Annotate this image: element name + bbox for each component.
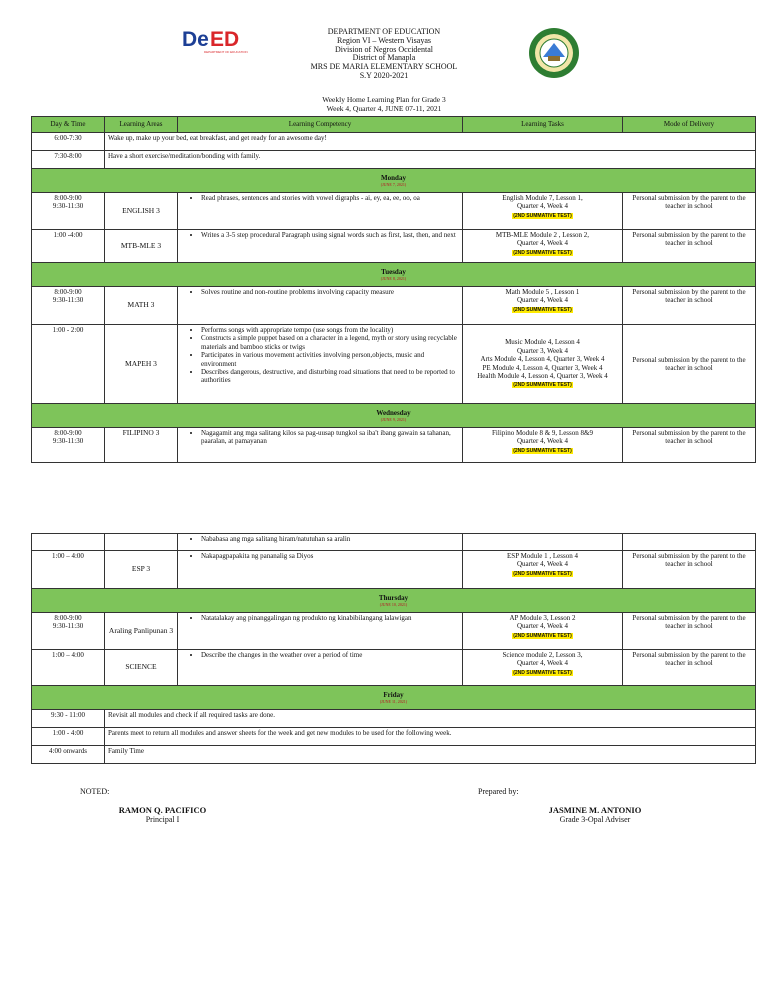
column-header: Learning Areas bbox=[105, 117, 178, 133]
competency-item: • Read phrases, sentences and stories with vowel digraphs - ai, ey, ea, ee, oo, oa bbox=[201, 194, 459, 202]
day-band-thursday bbox=[32, 589, 756, 613]
table-row bbox=[32, 551, 756, 589]
prepared-name: JASMINE M. ANTONIO bbox=[548, 805, 642, 815]
column-header: Learning Tasks bbox=[463, 117, 623, 133]
competency-item: • Participates in various movement activities involving person,objects, music and environment bbox=[201, 351, 459, 368]
svg-text:ED: ED bbox=[210, 28, 240, 51]
time-cell: 6:00-7:30 bbox=[32, 133, 105, 151]
mode-of-delivery: Personal submission by the parent to the teacher in school bbox=[623, 230, 756, 263]
day-date: (JUNE 10, 2021) bbox=[379, 601, 408, 607]
learning-area: MAPEH 3 bbox=[105, 325, 178, 404]
task-text: PE Module 4, Lesson 4, Quarter 3, Week 4 bbox=[482, 363, 603, 372]
column-header: Mode of Delivery bbox=[623, 117, 756, 133]
day-name: Wednesday bbox=[376, 408, 411, 417]
header-line: Region VI – Western Visayas bbox=[337, 35, 431, 45]
learning-area: Araling Panlipunan 3 bbox=[105, 613, 178, 650]
table-row bbox=[32, 230, 756, 263]
summative-badge: (2ND SUMMATIVE TEST) bbox=[513, 249, 572, 256]
time-text: 8:00-9:00 bbox=[54, 194, 82, 202]
table-header-row bbox=[32, 117, 756, 133]
time-cell: 7:30-8:00 bbox=[32, 151, 105, 169]
competency-item: • Performs songs with appropriate tempo (use songs from the locality) bbox=[201, 326, 459, 334]
task-text: ESP Module 1 , Lesson 4 bbox=[507, 552, 578, 560]
plan-title-block bbox=[0, 96, 768, 113]
table-row bbox=[32, 534, 756, 551]
header-line: S.Y 2020-2021 bbox=[359, 70, 409, 80]
summative-badge: (2ND SUMMATIVE TEST) bbox=[513, 570, 572, 577]
prepared-label: Prepared by: bbox=[478, 787, 519, 796]
day-name: Thursday bbox=[378, 593, 409, 602]
mode-of-delivery: Personal submission by the parent to the teacher in school bbox=[623, 650, 756, 686]
school-header bbox=[0, 28, 768, 81]
day-band-friday bbox=[32, 686, 756, 710]
task-text: Quarter 4, Week 4 bbox=[516, 659, 568, 668]
table-row bbox=[32, 613, 756, 650]
activity-cell: Revisit all modules and check if all required tasks are done. bbox=[105, 710, 756, 728]
competency-item: • Nakapagpapakita ng pananalig sa Diyos bbox=[201, 552, 459, 560]
time-text: 8:00-9:00 bbox=[54, 614, 82, 622]
summative-badge: (2ND SUMMATIVE TEST) bbox=[513, 212, 572, 219]
task-text: Quarter 4, Week 4 bbox=[516, 437, 568, 446]
table-row bbox=[32, 650, 756, 686]
header-line: DEPARTMENT OF EDUCATION bbox=[327, 27, 441, 36]
task-text: Music Module 4, Lesson 4 bbox=[505, 338, 580, 347]
learning-area: SCIENCE bbox=[105, 650, 178, 686]
day-name: Friday bbox=[383, 690, 404, 699]
task-text: MTB-MLE Module 2 , Lesson 2, bbox=[495, 231, 590, 239]
learning-area: ESP 3 bbox=[105, 551, 178, 589]
mode-of-delivery: Personal submission by the parent to the teacher in school bbox=[623, 551, 756, 589]
time-cell: 1:00 - 2:00 bbox=[32, 325, 105, 404]
summative-badge: (2ND SUMMATIVE TEST) bbox=[513, 632, 572, 639]
learning-area: MTB-MLE 3 bbox=[105, 230, 178, 263]
time-cell: 1:00 – 4:00 bbox=[32, 650, 105, 686]
learning-area: MATH 3 bbox=[105, 287, 178, 325]
competency-item: • Nagagamit ang mga salitang kilos sa pag-uusap tungkol sa iba't ibang gawain sa tahanan, paaralan, at pamayanan bbox=[201, 429, 459, 446]
task-text: Quarter 4, Week 4 bbox=[516, 560, 568, 569]
day-date: (JUNE 7, 2021) bbox=[380, 181, 407, 187]
noted-title: Principal I bbox=[145, 815, 180, 824]
noted-name: RAMON Q. PACIFICO bbox=[118, 805, 207, 815]
time-cell: 1:00 -4:00 bbox=[32, 230, 105, 263]
task-text: Quarter 4, Week 4 bbox=[516, 239, 568, 248]
learning-area: ENGLISH 3 bbox=[105, 193, 178, 230]
time-cell: 9:30 - 11:00 bbox=[32, 710, 105, 728]
learning-plan-table-page1 bbox=[31, 116, 756, 463]
column-header: Learning Competency bbox=[178, 117, 463, 133]
time-text: 9:30-11:30 bbox=[52, 437, 84, 446]
task-text: Quarter 4, Week 4 bbox=[516, 622, 568, 631]
summative-badge: (2ND SUMMATIVE TEST) bbox=[513, 447, 572, 454]
time-cell: 4:00 onwards bbox=[32, 746, 105, 764]
learning-area: FILIPINO 3 bbox=[105, 428, 178, 463]
prepared-title: Grade 3-Opal Adviser bbox=[559, 815, 631, 824]
day-name: Monday bbox=[381, 173, 406, 182]
task-text: Science module 2, Lesson 3, bbox=[502, 651, 583, 659]
mode-of-delivery: Personal submission by the parent to the teacher in school bbox=[623, 428, 756, 463]
competency-item: • Describe the changes in the weather over a period of time bbox=[201, 651, 459, 659]
activity-cell: Parents meet to return all modules and answer sheets for the week and get new modules to be used for the following week. bbox=[105, 728, 756, 746]
time-text: 8:00-9:00 bbox=[54, 429, 82, 437]
learning-plan-table-page2 bbox=[31, 533, 756, 764]
competency-item: • Describes dangerous, destructive, and disturbing road situations that need to be reported to authorities bbox=[201, 368, 459, 385]
table-row bbox=[32, 325, 756, 404]
day-band-wednesday bbox=[32, 404, 756, 428]
activity-cell: Wake up, make up your bed, eat breakfast, and get ready for an awesome day! bbox=[105, 133, 756, 151]
table-row bbox=[32, 193, 756, 230]
svg-text:DEPARTMENT OF EDUCATION: DEPARTMENT OF EDUCATION bbox=[204, 50, 248, 54]
day-band-monday bbox=[32, 169, 756, 193]
day-date: (JUNE 11, 2021) bbox=[379, 698, 408, 704]
summative-badge: (2ND SUMMATIVE TEST) bbox=[513, 669, 572, 676]
column-header: Day & Time bbox=[32, 117, 105, 133]
task-text: Arts Module 4, Lesson 4, Quarter 3, Week 4 bbox=[480, 355, 605, 364]
summative-badge: (2ND SUMMATIVE TEST) bbox=[513, 306, 572, 313]
competency-item: • Constructs a simple puppet based on a character in a legend, myth or story using recyclable materials and bamboo sticks or twigs bbox=[201, 334, 459, 351]
day-date: (JUNE 8, 2021) bbox=[380, 275, 407, 281]
day-band-tuesday bbox=[32, 263, 756, 287]
time-text: 9:30-11:30 bbox=[52, 622, 84, 631]
header-line: Division of Negros Occidental bbox=[335, 44, 433, 54]
day-name: Tuesday bbox=[381, 267, 406, 276]
table-row bbox=[32, 746, 756, 764]
time-text: 9:30-11:30 bbox=[52, 202, 84, 211]
table-row bbox=[32, 151, 756, 169]
task-text: AP Module 3, Lesson 2 bbox=[509, 614, 576, 622]
day-date: (JUNE 9, 2021) bbox=[380, 416, 407, 422]
time-cell: 1:00 - 4:00 bbox=[32, 728, 105, 746]
task-text: Quarter 3, Week 4 bbox=[516, 346, 568, 355]
task-text: Filipino Module 8 & 9, Lesson 8&9 bbox=[492, 429, 593, 437]
mode-of-delivery: Personal submission by the parent to the teacher in school bbox=[623, 613, 756, 650]
table-row bbox=[32, 428, 756, 463]
table-row bbox=[32, 133, 756, 151]
task-text: Health Module 4, Lesson 4, Quarter 3, Week 4 bbox=[477, 371, 608, 380]
header-line: MRS DE MARIA ELEMENTARY SCHOOL bbox=[310, 62, 458, 72]
competency-item: • Writes a 3-5 step procedural Paragraph using signal words such as first, last, then, and next bbox=[201, 231, 459, 239]
summative-badge: (2ND SUMMATIVE TEST) bbox=[513, 382, 572, 389]
mode-of-delivery: Personal submission by the parent to the teacher in school bbox=[623, 193, 756, 230]
table-row bbox=[32, 728, 756, 746]
mode-of-delivery: Personal submission by the parent to the teacher in school bbox=[623, 287, 756, 325]
competency-item: • Solves routine and non-routine problems involving capacity measure bbox=[201, 288, 459, 296]
task-text: Quarter 4, Week 4 bbox=[516, 296, 568, 305]
task-text: Math Module 5 , Lesson 1 bbox=[505, 288, 580, 296]
activity-cell: Have a short exercise/meditation/bonding with family. bbox=[105, 151, 756, 169]
time-text: 8:00-9:00 bbox=[54, 288, 82, 296]
svg-text:De: De bbox=[182, 28, 209, 51]
activity-cell: Family Time bbox=[105, 746, 756, 764]
noted-signature bbox=[100, 805, 225, 824]
table-row bbox=[32, 710, 756, 728]
prepared-signature bbox=[530, 805, 660, 824]
task-text: Quarter 4, Week 4 bbox=[516, 202, 568, 211]
plan-title: Weekly Home Learning Plan for Grade 3 bbox=[322, 95, 446, 104]
mode-of-delivery: Personal submission by the parent to the teacher in school bbox=[623, 325, 756, 404]
header-line: District of Manapla bbox=[352, 53, 416, 63]
noted-label: NOTED: bbox=[80, 787, 110, 796]
task-text: English Module 7, Lesson 1, bbox=[502, 194, 583, 202]
time-text: 9:30-11:30 bbox=[52, 296, 84, 305]
competency-item: • Natatalakay ang pinanggalingan ng produkto ng kinabibilangang lalawigan bbox=[201, 614, 459, 622]
plan-subtitle: Week 4, Quarter 4, JUNE 07-11, 2021 bbox=[326, 103, 442, 113]
time-cell: 1:00 – 4:00 bbox=[32, 551, 105, 589]
table-row bbox=[32, 287, 756, 325]
competency-item: • Nababasa ang mga salitang hiram/natutuhan sa aralin bbox=[201, 535, 459, 543]
